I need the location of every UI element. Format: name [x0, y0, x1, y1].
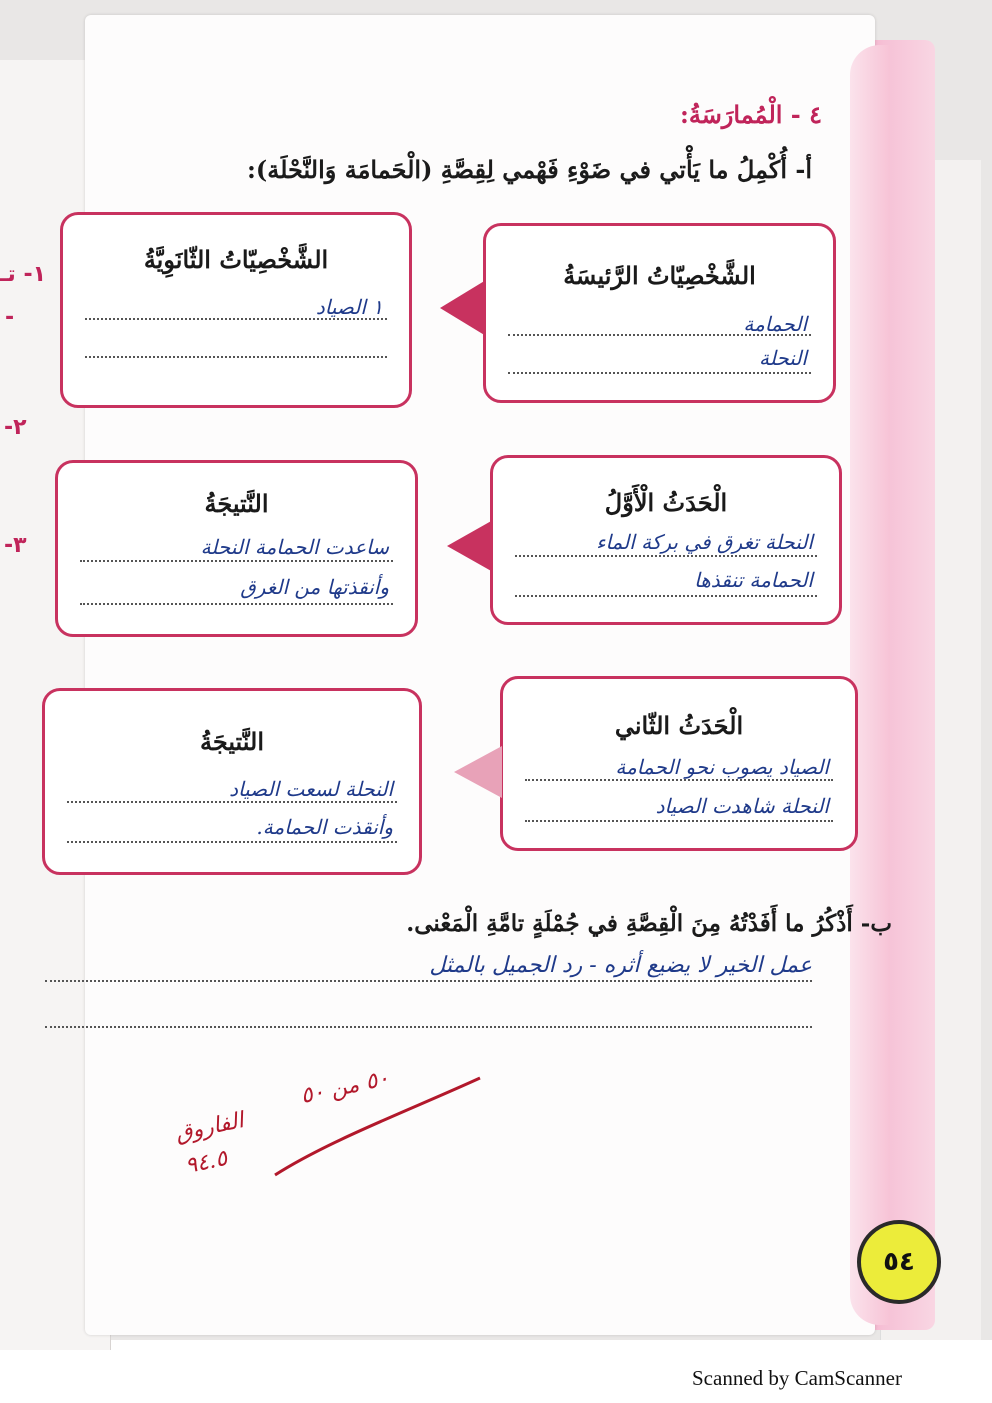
answer-line	[85, 356, 387, 358]
result-2-title: النَّتيجَةُ	[199, 727, 265, 756]
answer-line	[508, 372, 811, 374]
main-characters-box	[483, 223, 836, 403]
secondary-characters-box	[60, 212, 412, 408]
answer-line	[515, 555, 817, 557]
margin-number-dash: -	[5, 305, 15, 330]
second-event-title: الْحَدَثُ الثّاني	[614, 711, 744, 740]
part-b-answer-1: عمل الخير لا يضيع أثره - رد الجميل بالمثل	[429, 953, 812, 978]
answer-line	[45, 980, 812, 982]
scanner-footer: Scanned by CamScanner	[692, 1366, 902, 1390]
result-1-box	[55, 460, 418, 637]
margin-number-2: ٢-	[4, 415, 27, 440]
answer-line	[67, 841, 397, 843]
result-1-title: النَّتيجَةُ	[204, 489, 269, 518]
answer-line	[67, 801, 397, 803]
second-event-answer-2: النحلة شاهدت الصياد	[655, 794, 829, 818]
result-1-answer-2: وأنقذتها من الغرق	[240, 575, 389, 599]
answer-line	[515, 595, 817, 597]
result-1-answer-1: ساعدت الحمامة النحلة	[200, 535, 389, 559]
first-event-title: الْحَدَثُ الْأَوَّلُ	[604, 488, 728, 517]
answer-line	[525, 820, 833, 822]
answer-line	[508, 334, 811, 336]
margin-number-1: ١- تـ	[0, 262, 47, 287]
page-number-badge	[857, 1220, 941, 1304]
page-number: ٥٤	[883, 1247, 915, 1277]
main-characters-answer-2: النحلة	[759, 346, 807, 370]
teacher-score: ٩٤.٥	[182, 1145, 230, 1180]
first-event-answer-2: الحمامة تنقذها	[694, 568, 813, 592]
main-characters-title: الشَّخْصِيّاتُ الرَّئيسَةُ	[563, 261, 756, 290]
connector-arrow	[440, 280, 486, 336]
main-characters-answer-1: الحمامة	[743, 312, 807, 336]
second-event-box	[500, 676, 858, 851]
result-2-answer-1: النحلة لسعت الصياد	[229, 777, 393, 801]
result-2-answer-2: وأنقذت الحمامة.	[256, 815, 393, 839]
teacher-grade: ٥٠ من ٥٠	[298, 1065, 392, 1110]
first-event-answer-1: النحلة تغرق في بركة الماء	[596, 530, 813, 554]
answer-line	[525, 779, 833, 781]
answer-line	[80, 560, 393, 562]
part-b-instruction: ب- أَذْكُرُ ما أَفَدْتُهُ مِنَ الْقِصَّةِ في جُمْلَةٍ تامَّةِ الْمَعْنى.	[406, 910, 892, 937]
first-event-box	[490, 455, 842, 625]
teacher-name: الفاروق	[173, 1108, 246, 1147]
connector-arrow	[454, 746, 502, 798]
connector-arrow	[447, 520, 493, 572]
answer-line	[45, 1026, 812, 1028]
secondary-characters-answer-1: ١ الصياد	[315, 295, 383, 319]
margin-number-3: ٣-	[4, 533, 27, 558]
result-2-box	[42, 688, 422, 875]
answer-line	[85, 318, 387, 320]
section-title: ٤ - الْمُمارَسَةُ:	[679, 100, 822, 129]
second-event-answer-1: الصياد يصوب نحو الحمامة	[615, 755, 829, 779]
secondary-characters-title: الشَّخْصِيّاتُ الثّانَوِيَّةُ	[143, 245, 329, 274]
part-a-instruction: أ- أُكْمِلُ ما يَأْتي في ضَوْءِ فَهْمي لِقِصَّةِ (الْحَمامَة وَالنَّحْلَة):	[247, 155, 812, 184]
answer-line	[80, 603, 393, 605]
